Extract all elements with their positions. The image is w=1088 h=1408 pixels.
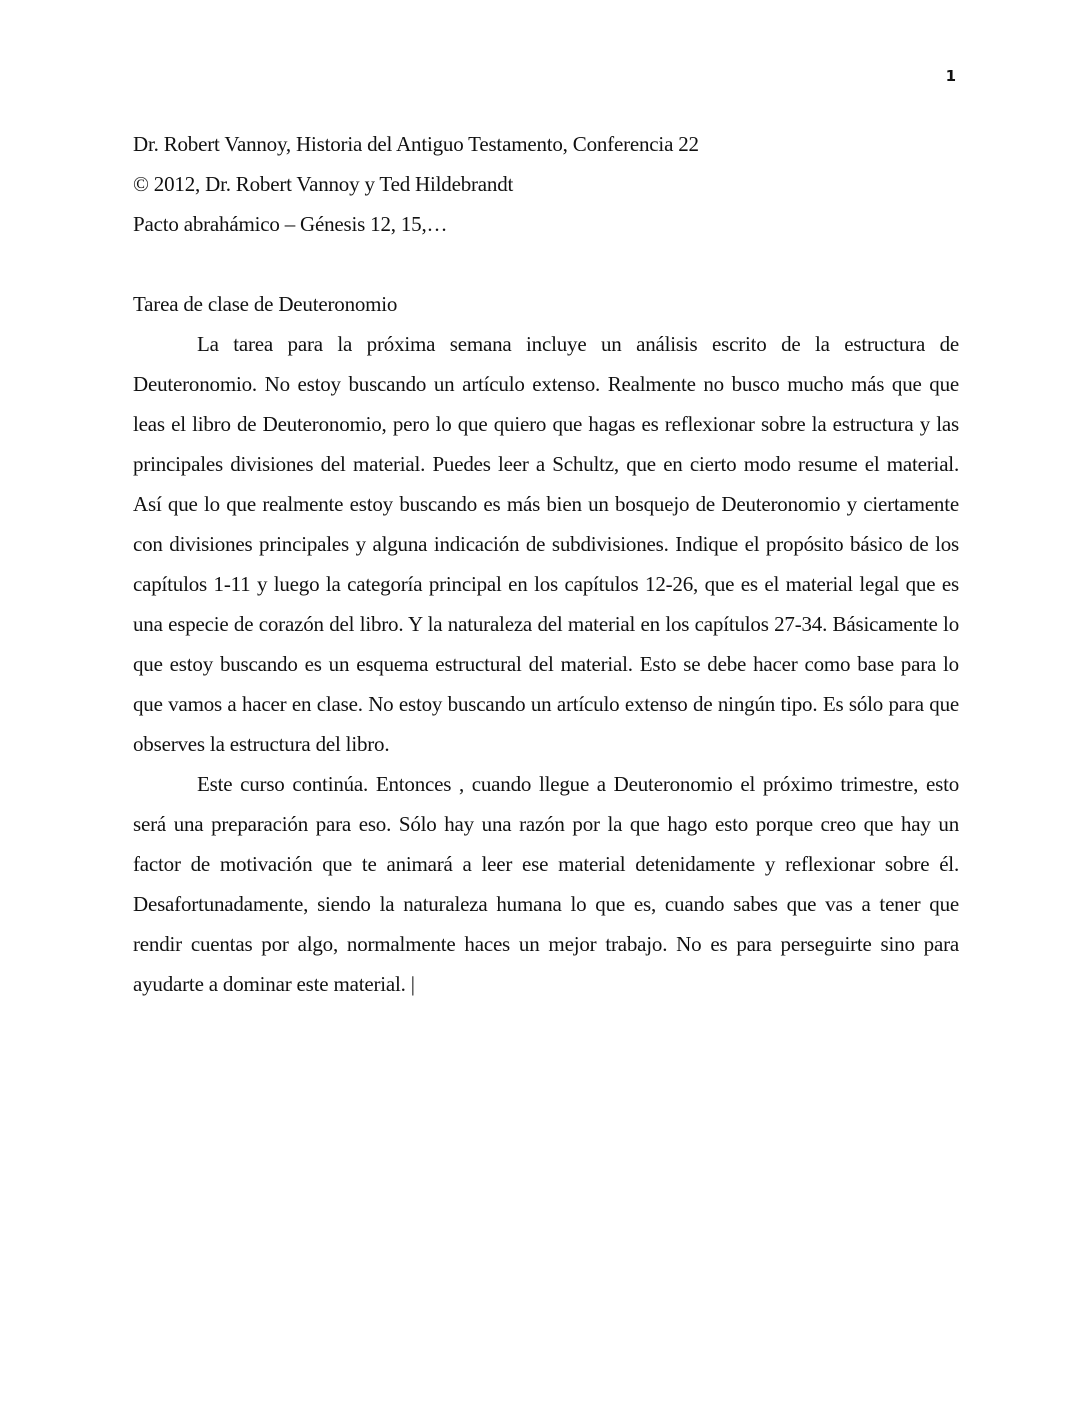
document-body xyxy=(133,124,959,1004)
section-heading: Tarea de clase de Deuteronomio xyxy=(133,292,398,316)
paragraph-1: La tarea para la próxima semana incluye un análisis escrito de la estructura de Deuteronomio. No estoy buscando un artículo extenso. Realmente no busco mucho más que que leas el libro de Deuteronomio, pero lo que quiero que hagas es reflexionar sobre la estructura y las principales divisiones del material. Puedes leer a Schultz, que en cierto modo resume el material. Así que lo que realmente estoy buscando es más bien un bosquejo de Deuteronomio y ciertamente con divisiones principales y alguna indicación de subdivisiones. Indique el propósito básico de los capítulos 1-11 y luego la categoría principal en los capítulos 12-26, que es el material legal que es una especie de corazón del libro. Y la naturaleza del material en los capítulos 27-34. Básicamente lo que estoy buscando es un esquema estructural del material. Esto se debe hacer como base para lo que vamos a hacer en clase. No estoy buscando un artículo extenso de ningún tipo. Es sólo para que observes la estructura del libro. xyxy=(133,332,959,756)
spacer xyxy=(133,244,959,284)
paragraph-2: Este curso continúa. Entonces , cuando llegue a Deuteronomio el próximo trimestre, esto será una preparación para eso. Sólo hay una razón por la que hago esto porque creo que hay un factor de motivación que te animará a leer ese material detenidamente y reflexionar sobre él. Desafortunadamente, siendo la naturaleza humana lo que es, cuando sabes que vas a tener que rendir cuentas por algo, normalmente haces un mejor trabajo. No es para perseguirte sino para ayudarte a dominar este material. | xyxy=(133,772,959,996)
page-number: 1 xyxy=(945,67,956,85)
lecture-title: Dr. Robert Vannoy, Historia del Antiguo Testamento, Conferencia 22 xyxy=(133,132,699,156)
copyright-line: © 2012, Dr. Robert Vannoy y Ted Hildebrandt xyxy=(133,172,514,196)
topic-line: Pacto abrahámico – Génesis 12, 15,… xyxy=(133,212,448,236)
